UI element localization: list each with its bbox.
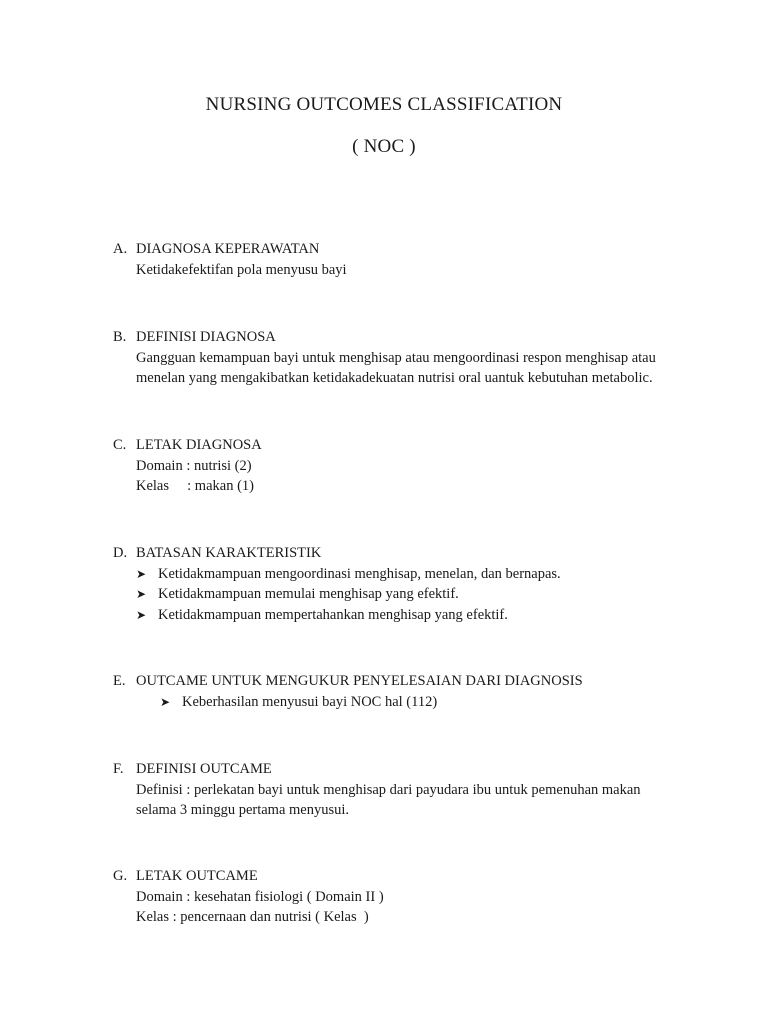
section-letter: E.: [113, 673, 126, 689]
section-letter: D.: [113, 545, 128, 561]
section-g-heading: [113, 866, 384, 887]
document-subtitle: ( NOC ): [352, 136, 416, 157]
section-b-heading: [113, 327, 656, 348]
bullet-text: Keberhasilan menyusui bayi NOC hal (112): [182, 693, 438, 710]
arrow-bullet-icon: ➤: [136, 566, 147, 581]
section-heading: OUTCAME UNTUK MENGUKUR PENYELESAIAN DARI DIAGNOSIS: [136, 673, 583, 689]
section-line: Definisi : perlekatan bayi untuk menghisap dari payudara ibu untuk pemenuhan makan: [136, 781, 641, 798]
section-line: Gangguan kemampuan bayi untuk menghisap atau mengoordinasi respon menghisap atau: [136, 349, 656, 366]
section-line: menelan yang mengakibatkan ketidakadekuatan nutrisi oral uantuk kebutuhan metabolic.: [136, 370, 653, 386]
section-heading: LETAK DIAGNOSA: [136, 437, 262, 453]
bullet-item: [136, 584, 561, 605]
section-heading: LETAK OUTCAME: [136, 868, 258, 884]
bullet-text: Ketidakmampuan mempertahankan menghisap yang efektif.: [158, 606, 508, 623]
section-e-heading: [113, 671, 583, 692]
arrow-bullet-icon: ➤: [160, 694, 171, 709]
section-letter: G.: [113, 868, 128, 884]
arrow-bullet-icon: ➤: [136, 587, 147, 601]
section-heading: DIAGNOSA KEPERAWATAN: [136, 241, 320, 257]
bullet-text: Ketidakmampuan memulai menghisap yang efektif.: [158, 586, 459, 602]
section-letter: A.: [113, 241, 128, 257]
section-line: Ketidakefektifan pola menyusu bayi: [136, 261, 347, 278]
section-line: selama 3 minggu pertama menyusui.: [136, 802, 350, 818]
section-e: [113, 671, 583, 712]
section-g: [113, 866, 384, 928]
section-heading: BATASAN KARAKTERISTIK: [136, 545, 322, 561]
section-d-heading: [113, 543, 561, 564]
section-heading: DEFINISI OUTCAME: [136, 761, 272, 777]
section-letter: C.: [113, 437, 127, 453]
section-heading: DEFINISI DIAGNOSA: [136, 329, 276, 345]
section-line: Kelas : makan (1): [136, 478, 254, 494]
section-b: [113, 327, 656, 389]
section-line: Kelas : pencernaan dan nutrisi ( Kelas ): [136, 909, 369, 925]
section-f: [113, 759, 641, 821]
section-letter: F.: [113, 761, 124, 777]
arrow-bullet-icon: ➤: [136, 607, 147, 622]
section-f-heading: [113, 759, 641, 780]
section-c-heading: [113, 435, 262, 456]
section-line: Domain : nutrisi (2): [136, 457, 252, 474]
document-title: NURSING OUTCOMES CLASSIFICATION: [205, 94, 563, 115]
bullet-item: [160, 692, 583, 713]
section-a: [113, 239, 347, 280]
bullet-item: [136, 564, 561, 585]
bullet-text: Ketidakmampuan mengoordinasi menghisap, menelan, dan bernapas.: [158, 565, 561, 582]
section-letter: B.: [113, 329, 127, 345]
section-d: [113, 543, 561, 625]
bullet-item: [136, 605, 561, 626]
section-line: Domain : kesehatan fisiologi ( Domain II ): [136, 888, 384, 905]
section-c: [113, 435, 262, 497]
section-a-heading: [113, 239, 347, 260]
